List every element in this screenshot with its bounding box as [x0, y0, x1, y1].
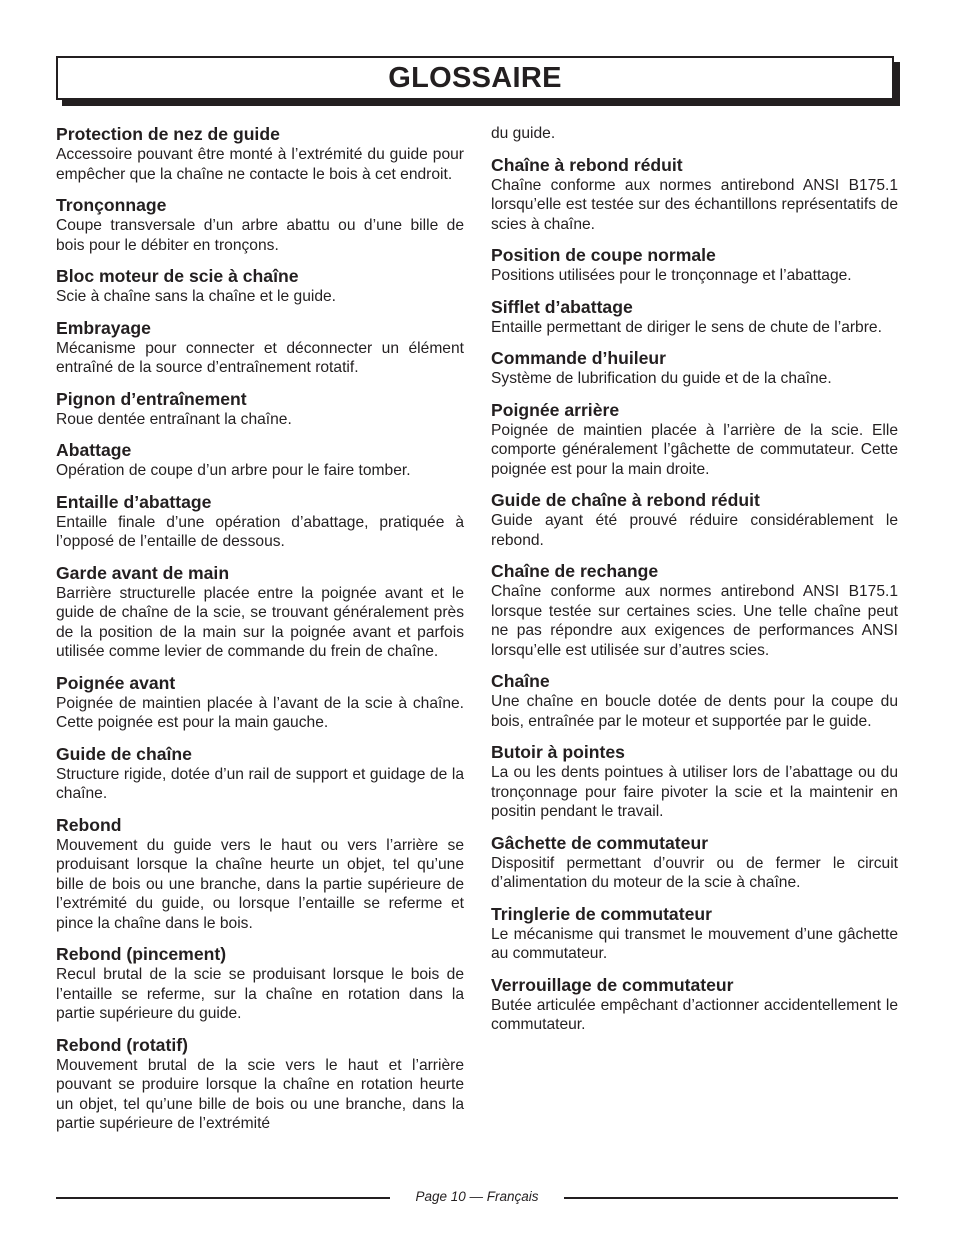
glossary-definition: Positions utilisées pour le tronçonnage et l’abattage. [491, 267, 852, 284]
glossary-term: Abattage [56, 440, 132, 460]
footer-rule-right [564, 1197, 898, 1199]
glossary-entry [56, 563, 464, 662]
glossary-definition: Une chaîne en boucle dotée de dents pour la coupe du bois, entraînée par le moteur et supportée par le guide. [491, 693, 898, 730]
glossary-term: Chaîne [491, 671, 550, 691]
glossary-term: Sifflet d’abattage [491, 296, 633, 317]
glossary-term: Guide de chaîne [56, 743, 192, 764]
glossary-entry [56, 673, 464, 733]
glossary-definition: Scie à chaîne sans la chaîne et le guide. [56, 288, 337, 305]
glossary-entry [491, 742, 898, 822]
glossary-entry [56, 195, 464, 255]
glossary-definition: Le mécanisme qui transmet le mouvement d’une gâchette au commutateur. [491, 925, 898, 962]
right-column [491, 124, 898, 1046]
glossary-entry [56, 124, 464, 184]
glossary-definition: Poignée de maintien placée à l’avant de la scie à chaîne. Cette poignée est pour la main gauche. [56, 694, 464, 731]
glossary-entry [56, 1035, 464, 1134]
glossary-definition: Poignée de maintien placée à l’arrière de la scie. Elle comporte généralement l’gâchette de commutateur. Cette poignée est pour la main droite. [491, 421, 898, 478]
glossary-entry [56, 944, 464, 1024]
glossary-term: Rebond [56, 814, 122, 835]
glossary-entry [491, 904, 898, 964]
glossary-definition: Roue dentée entraînant la chaîne. [56, 410, 292, 428]
glossary-definition: Mouvement du guide vers le haut ou vers l’arrière se produisant lorsque la chaîne heurte un objet, tel qu’une bille de bois ou une branche, dans la partie supérieure de l’extrémité du guide, ou lorsque l’entaille se referme et pince la chaîne dans le bois. [56, 836, 464, 932]
glossary-entry [56, 440, 464, 481]
glossary-entry [56, 266, 464, 307]
footer-rule-left [56, 1197, 390, 1199]
title-banner [56, 56, 894, 100]
glossary-term: Commande d’huileur [491, 348, 666, 368]
glossary-entry [491, 671, 898, 731]
glossary-entry [56, 492, 464, 552]
glossary-term: Embrayage [56, 317, 151, 338]
glossary-entry [56, 744, 464, 804]
definition-continuation: du guide. [491, 125, 556, 142]
glossary-definition: Recul brutal de la scie se produisant lorsque le bois de l’entaille se referme, sur la chaîne en rotation dans la partie supérieure du guide. [56, 966, 464, 1022]
glossary-term: Poignée arrière [491, 399, 620, 420]
glossary-definition: Coupe transversale d’un arbre abattu ou d’une bille de bois pour le débiter en tronçons. [56, 217, 464, 254]
glossary-term: Poignée avant [56, 672, 176, 693]
glossary-definition: Mouvement brutal de la scie vers le haut et l’arrière pouvant se produire lorsque la chaîne en rotation heurte un objet, tel qu’une bille de bois ou une branche, dans la partie supérieure de l’extrémité [56, 1056, 464, 1132]
glossary-definition: Entaille finale d’une opération d’abattage, pratiquée à l’opposé de l’entaille de dessous. [56, 513, 464, 550]
glossary-term: Rebond (pincement) [56, 944, 227, 964]
glossary-definition: Guide ayant été prouvé réduire considérablement le rebond. [491, 512, 898, 549]
glossary-entry [56, 815, 464, 934]
glossary-definition: Accessoire pouvant être monté à l’extrémité du guide pour empêcher que la chaîne ne contacte le bois à cet endroit. [56, 146, 464, 183]
glossary-entry [491, 297, 898, 338]
glossary-definition: Chaîne conforme aux normes antirebond ANSI B175.1 lorsqu’elle est testée sur des échantillons représentatifs de scies à chaîne. [491, 176, 898, 233]
glossary-entry [491, 245, 898, 286]
glossary-entry [491, 400, 898, 480]
glossary-entry [56, 389, 464, 430]
glossary-definition: Butée articulée empêchant d’actionner accidentellement le commutateur. [491, 996, 898, 1033]
glossary-definition: Mécanisme pour connecter et déconnecter un élément entraîné de la source d’entraînement rotatif. [56, 339, 464, 376]
glossary-definition: La ou les dents pointues à utiliser lors de l’abattage ou du tronçonnage pour faire pivoter la scie et la maintenir en positin pendant le travail. [491, 764, 898, 820]
glossary-term: Verrouillage de commutateur [491, 974, 734, 995]
glossary-definition: Barrière structurelle placée entre la poignée avant et le guide de chaîne de la scie, se trouvant généralement près de la position de la main sur la poignée avant et parfois utilisée comme levier de commande du frein de chaîne. [56, 584, 464, 660]
glossary-entry [491, 833, 898, 893]
glossary-term: Chaîne à rebond réduit [491, 154, 683, 175]
glossary-term: Entaille d’abattage [56, 491, 212, 512]
glossary-entry [491, 348, 898, 389]
glossary-term: Position de coupe normale [491, 245, 716, 265]
glossary-term: Pignon d’entraînement [56, 388, 247, 409]
glossary-term: Tronçonnage [56, 195, 167, 215]
glossary-definition: Système de lubrification du guide et de la chaîne. [491, 370, 832, 387]
glossary-term: Rebond (rotatif) [56, 1034, 188, 1055]
glossary-entry [56, 318, 464, 378]
glossary-definition: Structure rigide, dotée d’un rail de support et guidage de la chaîne. [56, 765, 464, 802]
glossary-term: Gâchette de commutateur [491, 832, 709, 853]
glossary-term: Guide de chaîne à rebond réduit [491, 490, 760, 510]
glossary-term: Bloc moteur de scie à chaîne [56, 266, 299, 286]
glossary-definition: Chaîne conforme aux normes antirebond ANSI B175.1 lorsque testée sur certaines scies. Une telle chaîne peut ne pas répondre aux exigences de performances ANSI lorsqu’elle est utilisée sur d’autres scies. [491, 583, 898, 659]
glossary-term: Butoir à pointes [491, 742, 625, 762]
left-column [56, 124, 464, 1145]
glossary-entry [491, 561, 898, 660]
glossary-entry [491, 490, 898, 550]
glossary-term: Tringlerie de commutateur [491, 903, 712, 924]
page-title: GLOSSAIRE [388, 61, 562, 94]
glossary-entry [491, 155, 898, 235]
glossary-definition: Entaille permettant de diriger le sens de chute de l’arbre. [491, 318, 882, 336]
glossary-term: Garde avant de main [56, 562, 230, 583]
page-footer: Page 10 — Français [415, 1189, 539, 1204]
glossary-term: Protection de nez de guide [56, 124, 280, 144]
glossary-term: Chaîne de rechange [491, 561, 659, 581]
glossary-definition: Opération de coupe d’un arbre pour le faire tomber. [56, 462, 411, 479]
glossary-definition: Dispositif permettant d’ouvrir ou de fermer le circuit d’alimentation du moteur de la scie à chaîne. [491, 854, 898, 891]
glossary-entry [491, 975, 898, 1035]
